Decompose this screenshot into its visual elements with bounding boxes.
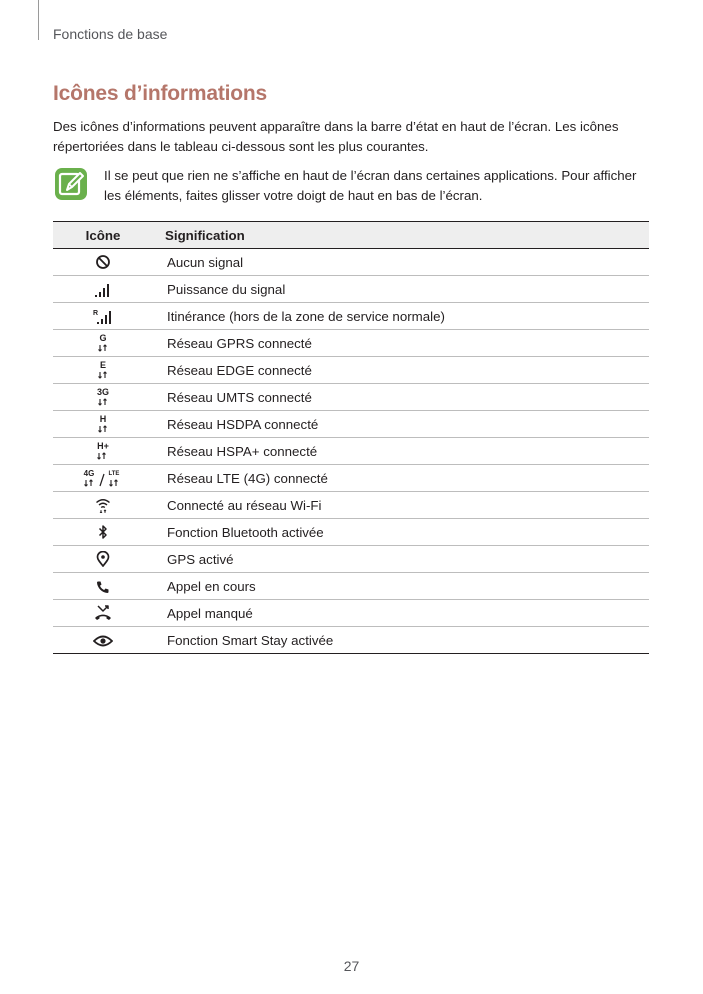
column-header-meaning: Signification	[153, 222, 649, 249]
icon-meaning: Fonction Smart Stay activée	[153, 627, 649, 654]
note-pencil-icon	[54, 167, 88, 201]
table-row	[53, 303, 649, 330]
icon-meaning: Réseau UMTS connecté	[153, 384, 649, 411]
icon-meaning: Réseau HSDPA connecté	[153, 411, 649, 438]
column-header-icon: Icône	[53, 222, 153, 249]
lte-glyph-4g: 4G	[83, 469, 95, 478]
smart-stay-icon	[93, 634, 113, 648]
table-row	[53, 627, 649, 654]
icon-meaning: Réseau EDGE connecté	[153, 357, 649, 384]
icon-meaning: Connecté au réseau Wi-Fi	[153, 492, 649, 519]
icon-meaning: Réseau HSPA+ connecté	[153, 438, 649, 465]
table-row	[53, 438, 649, 465]
missed-call-icon	[94, 605, 112, 621]
table-row	[53, 384, 649, 411]
table-row	[53, 357, 649, 384]
note-text: Il se peut que rien ne s’affiche en haut de l’écran dans certaines applications. Pour afficher les éléments, faites glisser votre doigt de haut en bas de l’écran.	[104, 168, 637, 203]
no-signal-icon	[95, 254, 111, 270]
icon-meaning: Réseau GPRS connecté	[153, 330, 649, 357]
edge-icon	[95, 360, 111, 380]
icon-meaning: Aucun signal	[153, 249, 649, 276]
edge-glyph: E	[99, 360, 107, 370]
table-row	[53, 330, 649, 357]
gprs-icon	[95, 333, 111, 353]
icon-meaning: Itinérance (hors de la zone de service normale)	[153, 303, 649, 330]
margin-rule	[38, 0, 39, 40]
table-row	[53, 276, 649, 303]
icon-meaning: Fonction Bluetooth activée	[153, 519, 649, 546]
gps-icon	[96, 551, 110, 567]
section-header: Fonctions de base	[53, 26, 168, 42]
icon-meaning: Appel en cours	[153, 573, 649, 600]
call-icon	[96, 580, 110, 594]
signal-strength-icon	[95, 283, 111, 297]
icon-meaning: GPS activé	[153, 546, 649, 573]
hsdpa-glyph: H	[99, 414, 107, 424]
intro-paragraph: Des icônes d’informations peuvent apparaître dans la barre d’état en haut de l’écran. Les icônes répertoriées dans le tableau ci-dessous sont les plus courantes.	[53, 119, 619, 154]
umts-glyph: 3G	[96, 387, 110, 397]
lte-icon	[83, 468, 123, 488]
table-row	[53, 519, 649, 546]
roaming-glyph: R	[93, 310, 99, 318]
wifi-icon	[95, 497, 111, 513]
umts-icon	[95, 387, 111, 407]
hspa-plus-glyph: H+	[97, 441, 109, 451]
hsdpa-icon	[95, 414, 111, 434]
page-number: 27	[343, 958, 360, 974]
info-icons-table	[53, 221, 649, 654]
table-row	[53, 546, 649, 573]
icon-meaning: Puissance du signal	[153, 276, 649, 303]
table-row	[53, 465, 649, 492]
table-row	[53, 492, 649, 519]
icon-meaning: Réseau LTE (4G) connecté	[153, 465, 649, 492]
page-title: Icônes d’informations	[53, 82, 267, 105]
table-header-row	[53, 222, 649, 249]
lte-glyph-lte: LTE	[108, 471, 120, 477]
roaming-icon	[93, 308, 113, 324]
icon-meaning: Appel manqué	[153, 600, 649, 627]
table-row	[53, 411, 649, 438]
hspa-plus-icon	[94, 441, 112, 461]
table-row	[53, 600, 649, 627]
gprs-glyph: G	[99, 333, 107, 343]
table-row	[53, 249, 649, 276]
bluetooth-icon	[97, 524, 109, 540]
table-row	[53, 573, 649, 600]
